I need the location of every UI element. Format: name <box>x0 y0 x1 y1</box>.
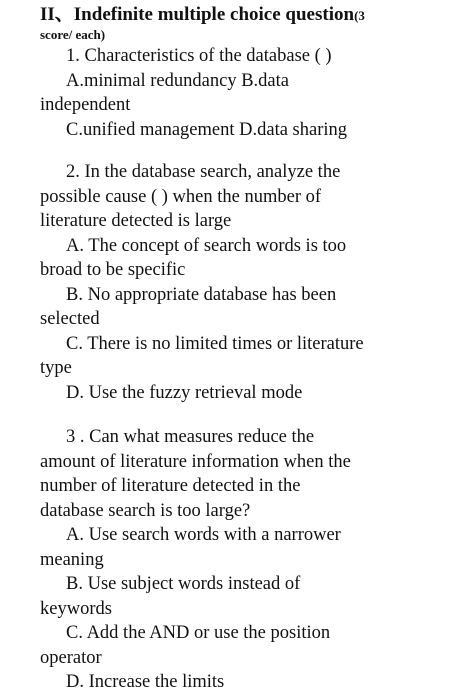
question-3-stem-cont-2: number of literature detected in the <box>40 476 301 496</box>
question-2-option-a: A. The concept of search words is too <box>66 235 347 256</box>
question-2-option-b-cont: selected <box>40 309 100 329</box>
question-3-option-c-cont: operator <box>40 647 102 668</box>
question-3-option-a-cont: meaning <box>40 549 104 570</box>
question-3 <box>40 425 455 695</box>
question-3-stem-cont-1: amount of literature information when the <box>40 451 351 472</box>
question-3-option-b-cont: keywords <box>40 598 112 619</box>
question-2 <box>40 160 455 405</box>
question-3-option-a: A. Use search words with a narrower <box>66 525 341 545</box>
question-2-stem-cont-2: literature detected is large <box>40 211 232 231</box>
question-3-option-b: B. Use subject words instead of <box>66 574 301 594</box>
question-3-option-d: D. Increase the limits <box>66 672 225 692</box>
question-2-option-d: D. Use the fuzzy retrieval mode <box>66 382 303 403</box>
question-3-stem-cont-3: database search is too large? <box>40 500 251 521</box>
question-2-stem-cont-1: possible cause ( ) when the number of <box>40 186 322 207</box>
question-1-options-cd: C.unified management D.data sharing <box>66 119 348 140</box>
section-title-sub: score/ each) <box>40 27 106 42</box>
section-heading <box>40 4 460 42</box>
section-title: II、Indefinite multiple choice question <box>40 4 355 25</box>
question-1-stem: 1. Characteristics of the database ( ) <box>66 46 332 66</box>
question-2-option-b: B. No appropriate database has been <box>66 284 337 305</box>
question-1-options-ab: A.minimal redundancy B.data <box>66 70 289 91</box>
question-2-stem: 2. In the database search, analyze the <box>66 162 341 182</box>
question-3-stem: 3 . Can what measures reduce the <box>66 427 315 447</box>
question-2-option-c-cont: type <box>40 358 72 378</box>
question-3-option-c: C. Add the AND or use the position <box>66 623 331 643</box>
section-title-score: (3 <box>354 8 365 23</box>
question-2-option-c: C. There is no limited times or literature <box>66 333 364 354</box>
question-1-options-ab-cont: independent <box>40 95 131 115</box>
question-1 <box>40 44 455 142</box>
question-2-option-a-cont: broad to be specific <box>40 260 186 280</box>
